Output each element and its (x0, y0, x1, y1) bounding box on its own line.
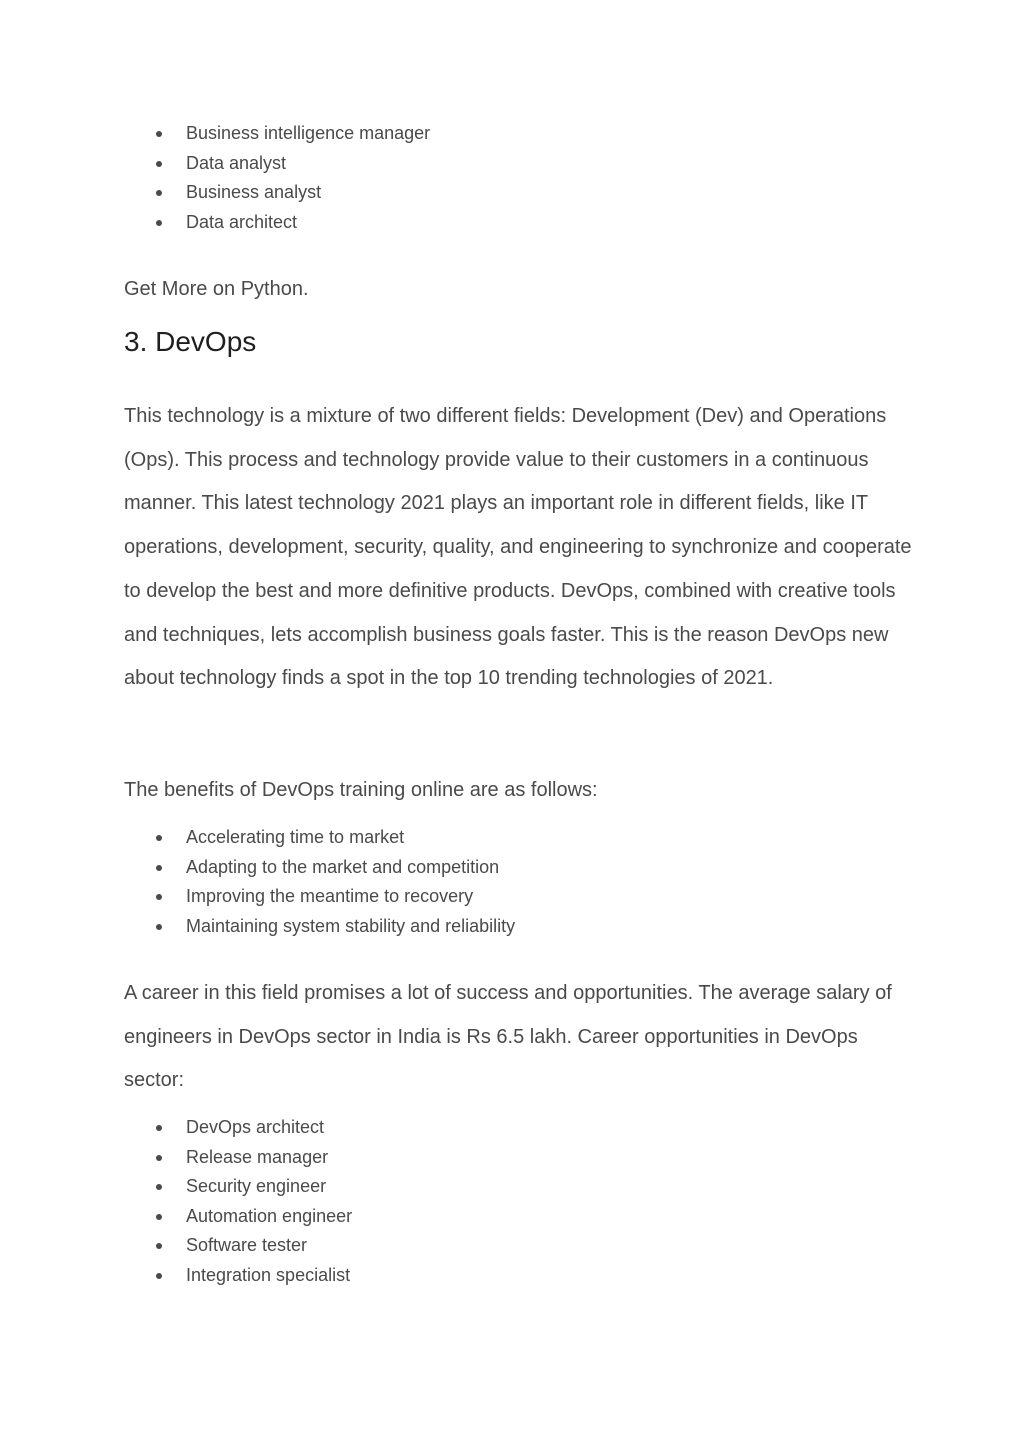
benefits-intro-paragraph: The benefits of DevOps training online are as follows: (124, 779, 598, 801)
list-item: Automation engineer (124, 1202, 352, 1232)
list-item: Adapting to the market and competition (124, 853, 515, 883)
bullet-icon (156, 894, 162, 900)
list-item: Data analyst (124, 149, 430, 179)
python-link-text[interactable]: Get More on Python. (124, 278, 309, 300)
list-item: DevOps architect (124, 1113, 352, 1143)
bullet-icon (156, 220, 162, 226)
bullet-icon (156, 865, 162, 871)
bullet-icon (156, 1243, 162, 1249)
list-item: Maintaining system stability and reliability (124, 912, 515, 942)
devops-description-paragraph: This technology is a mixture of two different fields: Development (Dev) and Operations (Ops). This process and technology provide value to their customers in a continuous manner. This latest technology 2021 plays an important role in different fields, like IT operations, development, security, quality, and engineering to synchronize and cooperate to develop the best and more definitive products. DevOps, combined with creative tools and techniques, lets accomplish business goals faster. This is the reason DevOps new about technology finds a spot in the top 10 trending technologies of 2021. (124, 405, 912, 690)
list-item: Data architect (124, 208, 430, 238)
list-item: Business intelligence manager (124, 119, 430, 149)
list-item: Software tester (124, 1231, 352, 1261)
career-list-devops (124, 1113, 352, 1290)
career-list-data (124, 119, 430, 237)
benefits-list (124, 823, 515, 941)
bullet-icon (156, 1273, 162, 1279)
list-item: Accelerating time to market (124, 823, 515, 853)
list-item: Improving the meantime to recovery (124, 882, 515, 912)
list-item: Integration specialist (124, 1261, 352, 1291)
bullet-icon (156, 190, 162, 196)
section-heading: 3. DevOps (124, 326, 257, 357)
bullet-icon (156, 924, 162, 930)
bullet-icon (156, 131, 162, 137)
list-item: Security engineer (124, 1172, 352, 1202)
bullet-icon (156, 1184, 162, 1190)
bullet-icon (156, 835, 162, 841)
career-paragraph: A career in this field promises a lot of success and opportunities. The average salary of engineers in DevOps sector in India is Rs 6.5 lakh. Career opportunities in DevOps sector: (124, 982, 892, 1092)
bullet-icon (156, 161, 162, 167)
bullet-icon (156, 1155, 162, 1161)
list-item: Business analyst (124, 178, 430, 208)
bullet-icon (156, 1125, 162, 1131)
bullet-icon (156, 1214, 162, 1220)
list-item: Release manager (124, 1143, 352, 1173)
